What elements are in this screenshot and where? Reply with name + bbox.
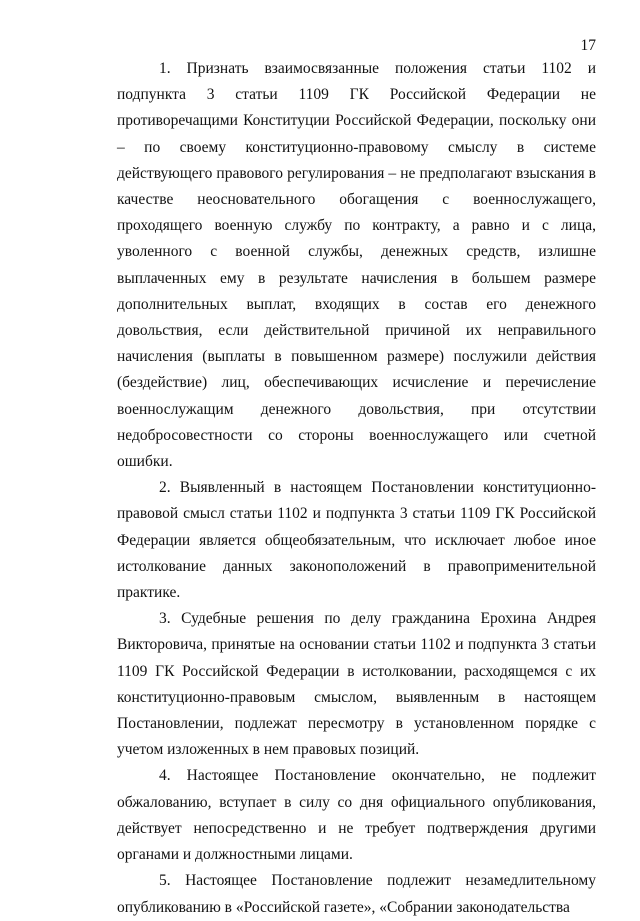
paragraph-2: 2. Выявленный в настоящем Постановлении конституционно-правовой смысл статьи 1102 и подпункта 3 статьи 1109 ГК Российской Федерации является общеобязательным, что исключает любое иное истолкование данных законоположений в правоприменительной практике. [117, 479, 596, 602]
paragraph-1: 1. Признать взаимосвязанные положения статьи 1102 и подпункта 3 статьи 1109 ГК Российской Федерации не противоречащими Конституции Российской Федерации, поскольку они – по своему конституционно-правовому смыслу в системе действующего правового регулирования – не предполагают взыскания в качестве неосновательного обогащения с военнослужащего, проходящего военную службу по контракту, а равно и с лица, уволенного с военной службы, денежных средств, излишне выплаченных ему в результате начисления в большем размере дополнительных выплат, входящих в состав его денежного довольствия, если действительной причиной их неправильного начисления (выплаты в повышенном размере) послужили действия (бездействие) лиц, обеспечивающих исчисление и перечисление военнослужащим денежного довольствия, при отсутствии недобросовестности со стороны военнослужащего или счетной ошибки. [117, 60, 596, 471]
paragraph-5: 5. Настоящее Постановление подлежит незамедлительному опубликованию в «Российской газете», «Собрании законодательства [117, 872, 596, 916]
paragraph-4: 4. Настоящее Постановление окончательно, не подлежит обжалованию, вступает в силу со дня официального опубликования, действует непосредственно и не требует подтверждения другими органами и должностными лицами. [117, 767, 596, 864]
document-body [117, 56, 596, 921]
paragraph-3: 3. Судебные решения по делу гражданина Ерохина Андрея Викторовича, принятые на основании статьи 1102 и подпункта 3 статьи 1109 ГК Российской Федерации в истолковании, расходящемся с их конституционно-правовым смыслом, выявленным в настоящем Постановлении, подлежат пересмотру в установленном порядке с учетом изложенных в нем правовых позиций. [117, 610, 596, 759]
page-number: 17 [580, 37, 596, 54]
